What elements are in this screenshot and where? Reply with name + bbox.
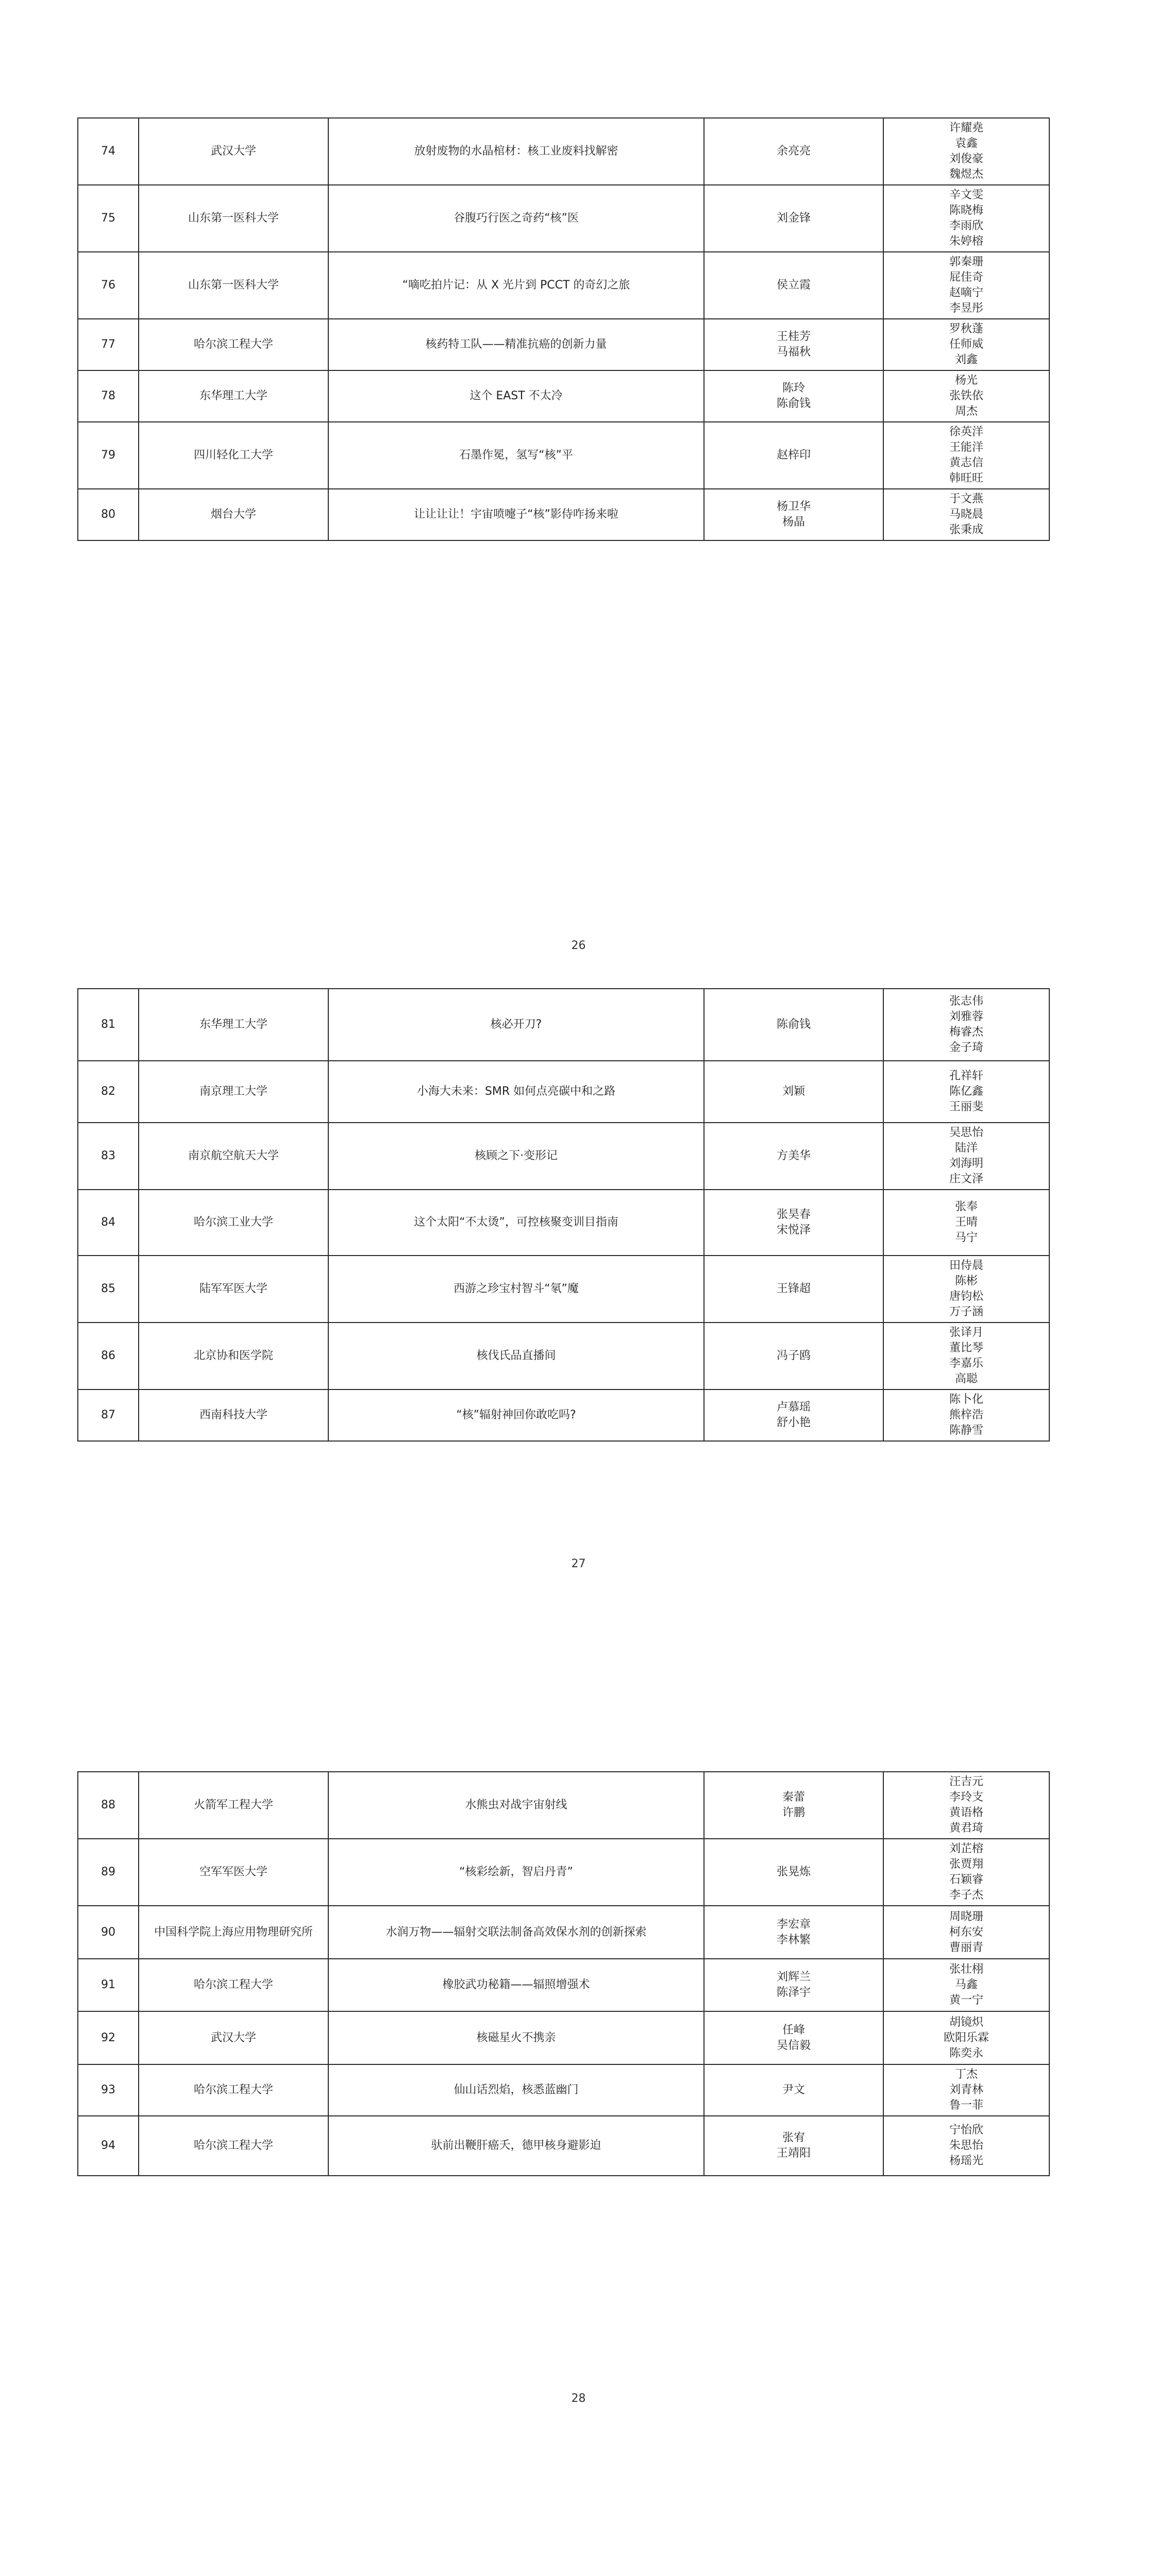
page-number: 28 [571, 2392, 586, 2405]
entry-number: 76 [78, 252, 139, 319]
school-name: 空军军医大学 [139, 1839, 328, 1906]
advisor-name: 陈玲 [782, 382, 805, 395]
work-title: “嘀吃拍片记：从 X 光片到 PCCT 的奇幻之旅 [328, 252, 704, 319]
school-name: 南京航空航天大学 [139, 1123, 328, 1190]
school-name: 东华理工大学 [139, 989, 328, 1061]
student-names [883, 1772, 1049, 1839]
student-name: 马宁 [954, 1231, 978, 1244]
work-title: 水润万物——辐射交联法制备高效保水剂的创新探索 [328, 1906, 704, 1959]
advisor-names [704, 422, 883, 489]
table-row [78, 1839, 1049, 1906]
student-name: 张秉成 [949, 523, 983, 536]
student-names [883, 1839, 1049, 1906]
school-name: 武汉大学 [139, 2011, 328, 2064]
student-names [883, 118, 1049, 185]
advisor-names [704, 252, 883, 319]
student-names [883, 319, 1049, 370]
student-name: 罗秋蓬 [949, 323, 983, 335]
student-name: 许耀堯 [949, 122, 983, 134]
student-name: 刘雅蓉 [949, 1010, 983, 1023]
student-name: 曹丽青 [949, 1941, 983, 1954]
entry-number: 82 [78, 1061, 139, 1123]
entry-number: 88 [78, 1772, 139, 1839]
student-name: 柯东安 [949, 1925, 983, 1939]
student-name: 杨瑶光 [949, 2155, 983, 2167]
advisor-names [704, 1772, 883, 1839]
student-name: 庄文泽 [949, 1173, 983, 1185]
advisor-name: 王靖阳 [776, 2147, 811, 2160]
work-title: “核彩绘新，智启丹青” [328, 1839, 704, 1906]
student-name: 陆洋 [954, 1142, 978, 1155]
award-table [77, 117, 1050, 541]
entry-number: 89 [78, 1839, 139, 1906]
school-name: 东华理工大学 [139, 370, 328, 422]
student-name: 刘海明 [949, 1157, 983, 1170]
student-name: 朱思怡 [949, 2139, 983, 2152]
student-name: 宁怡欣 [949, 2124, 983, 2137]
advisor-name: 张晃炼 [776, 1866, 811, 1878]
award-table [77, 1771, 1050, 2176]
entry-number: 92 [78, 2011, 139, 2064]
advisor-names [704, 2116, 883, 2176]
entry-number: 87 [78, 1389, 139, 1441]
student-names [883, 252, 1049, 319]
advisor-names [704, 1190, 883, 1256]
school-name: 山东第一医科大学 [139, 185, 328, 252]
student-name: 梅睿杰 [949, 1026, 983, 1039]
table-row [78, 1906, 1049, 1959]
student-name: 石颖睿 [949, 1873, 983, 1886]
student-name: 张译月 [949, 1326, 983, 1339]
student-name: 张壮栩 [949, 1963, 983, 1976]
student-name: 魏煜杰 [949, 168, 983, 181]
entry-number: 91 [78, 1959, 139, 2011]
work-title: “核”辐射神回你敢吃吗? [328, 1389, 704, 1441]
student-name: 黄志信 [949, 456, 983, 469]
student-names [883, 370, 1049, 422]
advisor-name: 余亮亮 [776, 145, 811, 158]
advisor-names [704, 1959, 883, 2011]
student-name: 张志伟 [949, 995, 983, 1008]
student-name: 韩旺旺 [949, 472, 983, 485]
advisor-name: 任峰 [782, 2023, 805, 2037]
entry-number: 77 [78, 319, 139, 370]
student-name: 陈卜化 [949, 1393, 983, 1406]
school-name: 北京协和医学院 [139, 1323, 328, 1389]
advisor-names [704, 1123, 883, 1190]
student-name: 张贾翔 [949, 1858, 983, 1871]
advisor-name: 赵梓印 [776, 449, 811, 462]
work-title: 西游之珍宝村智斗“氡”魔 [328, 1256, 704, 1323]
student-name: 丁杰 [954, 2068, 978, 2081]
advisor-name: 陈俞钱 [776, 397, 811, 410]
school-name: 火箭军工程大学 [139, 1772, 328, 1839]
table-row [78, 1190, 1049, 1256]
school-name: 哈尔滨工程大学 [139, 2064, 328, 2116]
student-names [883, 1123, 1049, 1190]
page-number: 26 [571, 939, 586, 952]
student-name: 金子琦 [949, 1041, 983, 1054]
student-name: 徐英洋 [949, 426, 983, 438]
school-name: 中国科学院上海应用物理研究所 [139, 1906, 328, 1959]
student-name: 陈奕永 [949, 2046, 983, 2060]
student-name: 李玲支 [949, 1791, 983, 1804]
student-name: 赵嘀宁 [949, 286, 983, 299]
entry-number: 81 [78, 989, 139, 1061]
student-name: 于文燕 [949, 493, 983, 505]
student-name: 刘俊豪 [949, 152, 983, 165]
student-name: 高聪 [954, 1372, 978, 1385]
advisor-name: 陈俞钱 [776, 1018, 811, 1031]
advisor-names [704, 2064, 883, 2116]
student-name: 郭秦珊 [949, 256, 983, 268]
work-title: 这个 EAST 不太冷 [328, 370, 704, 422]
work-title: 这个太阳“不太烫”，可控核聚变训目指南 [328, 1190, 704, 1256]
student-names [883, 1061, 1049, 1123]
advisor-names [704, 489, 883, 540]
entry-number: 79 [78, 422, 139, 489]
student-names [883, 1256, 1049, 1323]
student-name: 袁鑫 [954, 137, 978, 150]
student-names [883, 2116, 1049, 2176]
advisor-names [704, 370, 883, 422]
student-names [883, 2064, 1049, 2116]
student-name: 辛文雯 [949, 189, 983, 201]
student-name: 刘青林 [949, 2083, 983, 2096]
student-names [883, 1906, 1049, 1959]
student-name: 陈静雪 [949, 1424, 983, 1437]
advisor-names [704, 1839, 883, 1906]
school-name: 哈尔滨工程大学 [139, 2116, 328, 2176]
student-name: 周杰 [954, 405, 978, 418]
student-name: 马鑫 [954, 1978, 978, 1991]
student-names [883, 1190, 1049, 1256]
advisor-names [704, 118, 883, 185]
entry-number: 80 [78, 489, 139, 540]
work-title: 驮前出鞭肝癌夭，德甲核身避影迫 [328, 2116, 704, 2176]
student-name: 刘芷榕 [949, 1842, 983, 1855]
entry-number: 84 [78, 1190, 139, 1256]
table-row [78, 1061, 1049, 1123]
entry-number: 74 [78, 118, 139, 185]
table-row [78, 1123, 1049, 1190]
advisor-name: 陈泽宇 [776, 1986, 811, 1999]
table-row [78, 422, 1049, 489]
advisor-names [704, 989, 883, 1061]
advisor-name: 李宏章 [776, 1918, 811, 1931]
work-title: 水熊虫对战宇宙射线 [328, 1772, 704, 1839]
advisor-name: 杨晶 [782, 516, 805, 529]
student-name: 周晓珊 [949, 1910, 983, 1923]
table-row [78, 319, 1049, 370]
award-table [77, 988, 1050, 1442]
advisor-names [704, 1061, 883, 1123]
table-row [78, 185, 1049, 252]
work-title: 让让让让！宇宙喷嚏子“核”影侍咋扬来啦 [328, 489, 704, 540]
advisor-name: 张宥 [782, 2131, 805, 2144]
school-name: 南京理工大学 [139, 1061, 328, 1123]
entry-number: 86 [78, 1323, 139, 1389]
student-name: 鲁一菲 [949, 2099, 983, 2112]
student-names [883, 185, 1049, 252]
student-names [883, 989, 1049, 1061]
student-name: 陈彬 [954, 1275, 978, 1287]
student-name: 张奉 [954, 1200, 978, 1213]
advisor-name: 杨卫华 [776, 500, 811, 513]
student-names [883, 1959, 1049, 2011]
school-name: 哈尔滨工业大学 [139, 1190, 328, 1256]
school-name: 烟台大学 [139, 489, 328, 540]
student-name: 陈晓梅 [949, 204, 983, 217]
table-row [78, 2116, 1049, 2176]
student-name: 李昱彤 [949, 302, 983, 315]
entry-number: 90 [78, 1906, 139, 1959]
table-row [78, 1772, 1049, 1839]
entry-number: 78 [78, 370, 139, 422]
student-names [883, 2011, 1049, 2064]
table-row [78, 1959, 1049, 2011]
advisor-name: 许鹏 [782, 1806, 805, 1819]
advisor-names [704, 1323, 883, 1389]
student-name: 田侍晨 [949, 1259, 983, 1272]
advisor-name: 王桂芳 [776, 330, 811, 343]
table-row [78, 118, 1049, 185]
entry-number: 75 [78, 185, 139, 252]
student-name: 汪吉元 [949, 1775, 983, 1788]
table-row [78, 2011, 1049, 2064]
student-name: 马晓晨 [949, 508, 983, 521]
advisor-name: 刘颖 [782, 1085, 805, 1098]
advisor-name: 卢慕瑶 [776, 1401, 811, 1414]
student-name: 黄语格 [949, 1806, 983, 1819]
advisor-name: 舒小艳 [776, 1416, 811, 1429]
student-name: 万子涵 [949, 1306, 983, 1318]
advisor-names [704, 185, 883, 252]
school-name: 哈尔滨工程大学 [139, 1959, 328, 2011]
advisor-name: 张昊春 [776, 1208, 811, 1221]
table-row [78, 370, 1049, 422]
advisor-name: 刘辉兰 [776, 1971, 811, 1984]
student-name: 李雨欣 [949, 219, 983, 232]
work-title: 小海大未来：SMR 如何点亮碳中和之路 [328, 1061, 704, 1123]
student-name: 李嘉乐 [949, 1357, 983, 1370]
work-title: 石墨作冕，氢写“核”平 [328, 422, 704, 489]
school-name: 山东第一医科大学 [139, 252, 328, 319]
advisor-names [704, 1256, 883, 1323]
table-row [78, 252, 1049, 319]
work-title: 仙山话烈焰，核悉蓝幽门 [328, 2064, 704, 2116]
student-names [883, 1389, 1049, 1441]
advisor-name: 尹文 [782, 2083, 805, 2096]
advisor-name: 冯子鸥 [776, 1349, 811, 1362]
student-name: 张铁依 [949, 389, 983, 402]
student-name: 王晴 [954, 1216, 978, 1229]
student-name: 胡镜炽 [949, 2015, 983, 2029]
entry-number: 93 [78, 2064, 139, 2116]
school-name: 武汉大学 [139, 118, 328, 185]
student-name: 王丽斐 [949, 1100, 983, 1113]
advisor-names [704, 1389, 883, 1441]
work-title: 核磁星火不携亲 [328, 2011, 704, 2064]
school-name: 四川轻化工大学 [139, 422, 328, 489]
student-name: 李子杰 [949, 1889, 983, 1902]
student-name: 欧阳乐霖 [943, 2031, 989, 2044]
student-name: 刘鑫 [954, 353, 978, 366]
work-title: 放射废物的水晶棺材：核工业废料找解密 [328, 118, 704, 185]
entry-number: 85 [78, 1256, 139, 1323]
student-name: 黄一宁 [949, 1994, 983, 2007]
advisor-name: 侯立霞 [776, 279, 811, 292]
student-names [883, 422, 1049, 489]
advisor-name: 王锋超 [776, 1282, 811, 1295]
work-title: 核必开刀? [328, 989, 704, 1061]
student-name: 熊梓浩 [949, 1409, 983, 1421]
table-row [78, 1256, 1049, 1323]
student-name: 孔祥轩 [949, 1070, 983, 1082]
table-row [78, 989, 1049, 1061]
student-name: 朱婷榕 [949, 235, 983, 248]
student-name: 黄君琦 [949, 1822, 983, 1835]
table-row [78, 1389, 1049, 1441]
advisor-name: 宋悦泽 [776, 1224, 811, 1236]
work-title: 核药特工队——精准抗癌的创新力量 [328, 319, 704, 370]
student-name: 陈亿鑫 [949, 1085, 983, 1098]
advisor-names [704, 1906, 883, 1959]
advisor-names [704, 2011, 883, 2064]
student-name: 杨光 [954, 374, 978, 387]
table-row [78, 2064, 1049, 2116]
advisor-name: 吴信毅 [776, 2039, 811, 2052]
entry-number: 94 [78, 2116, 139, 2176]
student-name: 唐钧松 [949, 1290, 983, 1303]
student-names [883, 489, 1049, 540]
student-name: 董比琴 [949, 1342, 983, 1354]
student-name: 吴思怡 [949, 1126, 983, 1139]
advisor-name: 方美华 [776, 1149, 811, 1162]
work-title: 核顾之下·变形记 [328, 1123, 704, 1190]
table-row [78, 489, 1049, 540]
page-number: 27 [571, 1557, 586, 1570]
student-names [883, 1323, 1049, 1389]
school-name: 西南科技大学 [139, 1389, 328, 1441]
advisor-name: 刘金锋 [776, 212, 811, 225]
student-name: 王能洋 [949, 441, 983, 454]
work-title: 橡胶武功秘籍——辐照增强术 [328, 1959, 704, 2011]
work-title: 谷腹巧行医之奇药“核”医 [328, 185, 704, 252]
advisor-name: 马福秋 [776, 346, 811, 359]
school-name: 哈尔滨工程大学 [139, 319, 328, 370]
advisor-name: 李林繁 [776, 1933, 811, 1946]
advisor-name: 秦蕾 [782, 1791, 805, 1804]
advisor-names [704, 319, 883, 370]
work-title: 核伐氏品直播间 [328, 1323, 704, 1389]
student-name: 屁佳奇 [949, 271, 983, 284]
student-name: 任师威 [949, 338, 983, 351]
entry-number: 83 [78, 1123, 139, 1190]
school-name: 陆军军医大学 [139, 1256, 328, 1323]
table-row [78, 1323, 1049, 1389]
